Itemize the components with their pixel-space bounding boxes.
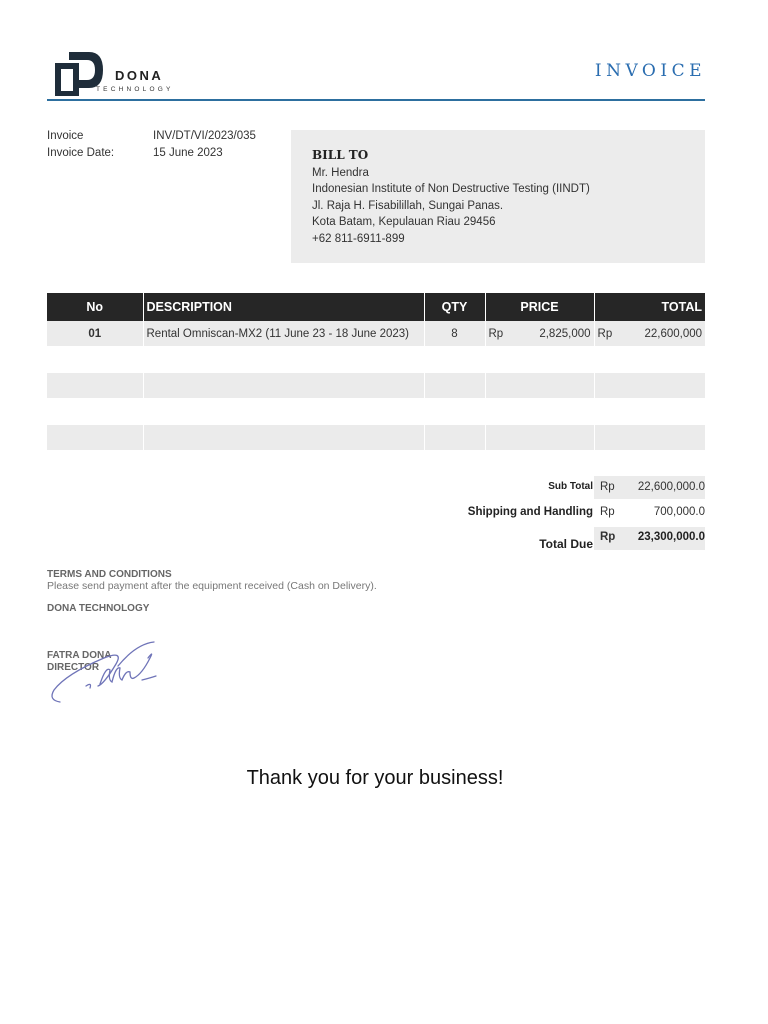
thank-you-message: Thank you for your business! xyxy=(246,767,504,789)
company-tagline: TECHNOLOGY xyxy=(96,86,174,93)
table-row-empty xyxy=(47,451,705,477)
total-due-label: Total Due xyxy=(539,537,593,551)
invoice-date-value: 15 June 2023 xyxy=(153,147,223,159)
table-row-empty xyxy=(47,373,705,399)
terms-heading: TERMS AND CONDITIONS xyxy=(47,569,172,580)
total-due-currency: Rp xyxy=(600,531,616,543)
table-row xyxy=(47,321,705,347)
line-items-table xyxy=(47,293,705,477)
terms-text: Please send payment after the equipment received (Cash on Delivery). xyxy=(47,580,377,592)
shipping-label: Shipping and Handling xyxy=(467,506,593,518)
table-header-row xyxy=(47,293,705,321)
header-price: PRICE xyxy=(485,293,594,321)
header-divider xyxy=(47,99,705,101)
bill-to-line: Jl. Raja H. Fisabilillah, Sungai Panas. xyxy=(312,199,504,212)
table-row-empty xyxy=(47,399,705,425)
row-description: Rental Omniscan-MX2 (11 June 23 - 18 June 2023) xyxy=(143,321,424,347)
row-no: 01 xyxy=(47,321,143,347)
signer-title: DIRECTOR xyxy=(47,662,100,673)
bill-to-line: +62 811-6911-899 xyxy=(312,232,405,245)
shipping-currency: Rp xyxy=(600,506,615,518)
header-no: No xyxy=(47,293,143,321)
bill-to-box xyxy=(291,130,705,263)
bill-to-line: Indonesian Institute of Non Destructive Testing (IINDT) xyxy=(312,183,590,196)
subtotal-label: Sub Total xyxy=(548,481,593,492)
company-name: DONA xyxy=(115,68,164,83)
row-qty: 8 xyxy=(424,321,485,347)
total-due-value: 23,300,000.0 xyxy=(637,531,705,543)
row-total: 22,600,000 xyxy=(620,321,705,347)
footer-company: DONA TECHNOLOGY xyxy=(47,603,150,614)
signer-name: FATRA DONA xyxy=(47,650,112,661)
table-row-empty xyxy=(47,425,705,451)
shipping-value: 700,000.0 xyxy=(653,506,705,518)
subtotal-value: 22,600,000.0 xyxy=(637,481,705,493)
subtotal-currency: Rp xyxy=(600,481,615,493)
bill-to-line: Kota Batam, Kepulauan Riau 29456 xyxy=(312,216,496,229)
invoice-number-value: INV/DT/VI/2023/035 xyxy=(153,130,256,142)
invoice-date-label: Invoice Date: xyxy=(47,147,115,159)
header-total: TOTAL xyxy=(594,293,705,321)
signature-icon xyxy=(46,636,162,706)
bill-to-line: Mr. Hendra xyxy=(312,166,369,179)
bill-to-title: BILL TO xyxy=(312,148,369,162)
invoice-number-label: Invoice xyxy=(47,130,84,142)
document-title: INVOICE xyxy=(594,61,706,81)
row-total-currency: Rp xyxy=(594,321,620,347)
header-qty: QTY xyxy=(424,293,485,321)
table-row-empty xyxy=(47,347,705,373)
header-description: DESCRIPTION xyxy=(143,293,424,321)
row-price: 2,825,000 xyxy=(511,321,594,347)
row-price-currency: Rp xyxy=(485,321,511,347)
